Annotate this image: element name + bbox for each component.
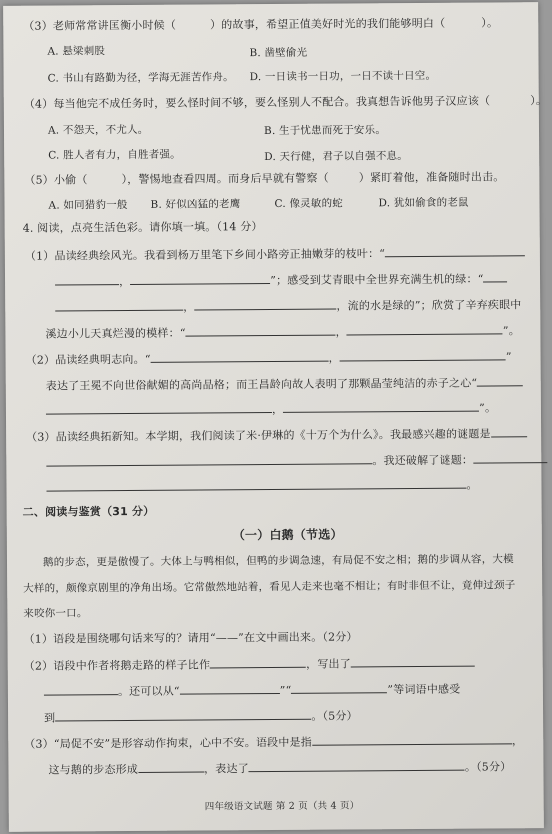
q5-stem-part: ）紧盯着他，准备随时出击。	[358, 170, 505, 185]
answer-blank[interactable]	[46, 477, 466, 492]
q4-1-line3	[55, 296, 521, 315]
q4-option-c: C. 胜人者有力，自胜者强。	[48, 148, 181, 162]
text: ”；感受到艾青眼中全世界充满生机的绿：“	[270, 272, 484, 288]
text: （3）“局促不安”是形容动作拘束，心中不安。语段中是指	[24, 735, 312, 751]
answer-blank[interactable]	[55, 708, 311, 722]
q5-stem	[24, 170, 504, 187]
answer-blank[interactable]	[249, 759, 465, 773]
q5-option-d: D. 犹如偷食的老鼠	[378, 196, 469, 210]
q4-2-line3	[46, 399, 496, 418]
q3-stem	[23, 16, 498, 33]
text: ，	[271, 402, 284, 417]
answer-blank[interactable]	[312, 732, 512, 745]
text: ，	[119, 274, 131, 289]
s2-q2-line1	[24, 655, 475, 674]
text: 。（5分）	[311, 709, 358, 723]
answer-blank[interactable]	[483, 270, 507, 282]
answer-blank[interactable]	[194, 298, 336, 311]
exam-page	[3, 2, 548, 832]
q4-3-line3	[46, 477, 477, 496]
q3-option-d: D. 一日读书一日功，一日不读十日空。	[249, 69, 437, 84]
q5-stem-part: ），警惕地查看四周。而身后早就有警察（	[121, 171, 329, 187]
answer-blank[interactable]	[477, 374, 523, 386]
answer-blank[interactable]	[186, 324, 336, 337]
text: （2）品读经典明志向。“	[25, 352, 151, 367]
text: 。	[466, 478, 478, 492]
q5-option-a: A. 如同猎豹一般	[48, 199, 128, 212]
passage-line: 来咬你一口。	[23, 607, 88, 620]
text: ，	[335, 325, 347, 339]
s2-q2-line3	[44, 707, 358, 725]
q3-option-a: A. 悬梁刺股	[47, 45, 106, 58]
answer-blank[interactable]	[351, 655, 475, 668]
q3-option-b: B. 凿壁偷光	[249, 46, 308, 60]
text: ”等词语中感受	[387, 682, 461, 697]
q4-2-line2	[46, 374, 524, 393]
answer-blank[interactable]	[180, 682, 280, 695]
q4-option-a: A. 不怨天，不尤人。	[47, 123, 149, 137]
page-footer: 四年级语文试题 第 2 页（共 4 页）	[204, 800, 360, 813]
q4-1-line4	[45, 322, 520, 341]
text: ”。	[502, 324, 520, 338]
text: ，	[511, 734, 524, 748]
section-heading: 二、阅读与鉴赏（31 分）	[22, 504, 155, 519]
text: ，	[183, 300, 195, 314]
q4-option-d: D. 天行健，君子以自强不息。	[264, 150, 408, 164]
answer-blank[interactable]	[130, 272, 270, 285]
answer-blank[interactable]	[385, 244, 525, 257]
answer-blank[interactable]	[46, 401, 272, 415]
text: 溪边小儿天真烂漫的模样：“	[45, 326, 186, 341]
q4-3-line1	[26, 425, 527, 444]
text: ，表达了	[204, 762, 249, 776]
text: ，写出了	[306, 657, 351, 671]
q4-stem-part: ）。	[530, 94, 548, 108]
s2-q1: （1）语段是围绕哪句话来写的？请用“——”在文中画出来。（2分）	[23, 630, 358, 646]
answer-blank[interactable]	[291, 681, 387, 694]
s2-q3-line1	[24, 732, 523, 751]
answer-blank[interactable]	[138, 760, 204, 772]
passage-line: 鹅的步态，更是傲慢了。大体上与鸭相似，但鸭的步调急速，有局促不安之相；鹅的步调从容，大模	[42, 553, 514, 569]
answer-blank[interactable]	[46, 452, 372, 466]
answer-blank[interactable]	[473, 451, 547, 464]
answer-blank[interactable]	[340, 348, 506, 361]
text: 。我还破解了谜题：	[372, 453, 474, 468]
answer-blank[interactable]	[44, 683, 118, 696]
q4-1-line2	[55, 270, 508, 289]
passage-title: （一）白鹅（节选）	[232, 527, 343, 543]
text: 这与鹅的步态形成	[48, 762, 139, 777]
q4-stem	[24, 94, 547, 112]
q5-option-c: C. 像灵敏的蛇	[274, 197, 343, 210]
text: ”	[505, 350, 512, 364]
s2-q3-line2	[48, 758, 511, 777]
text: 表达了王冕不向世俗献媚的高尚品格；而王昌龄向故人表明了那颗晶莹纯洁的赤子之心“	[45, 376, 478, 393]
q3-stem-part: ）。	[481, 16, 499, 30]
text: ，流的水是绿的”；欣赏了辛弃疾眼中	[336, 298, 522, 313]
answer-blank[interactable]	[347, 322, 503, 335]
answer-blank[interactable]	[55, 273, 119, 285]
q3-option-c: C. 书山有路勤为径，学海无涯苦作舟。	[47, 71, 234, 85]
text: 。（5分）	[464, 760, 512, 774]
q4-main-title: 4. 阅读，点亮生活色彩。请你填一填。（14 分）	[22, 220, 263, 235]
answer-blank[interactable]	[210, 656, 306, 669]
q3-stem-part: （3）老师常常讲匡衡小时候（	[23, 18, 177, 33]
answer-blank[interactable]	[151, 350, 329, 363]
q5-stem-part: （5）小偷（	[24, 173, 88, 187]
q3-stem-part: ）的故事，希望正值美好时光的我们能够明白（	[210, 16, 446, 32]
s2-q2-line2	[44, 681, 461, 700]
q4-stem-part: （4）每当他完不成任务时，要么怪时间不够，要么怪别人不配合。我真想告诉他男子汉应该（	[23, 94, 491, 111]
text: ”。	[479, 401, 497, 415]
text: 。还可以从“	[117, 684, 180, 699]
text: （2）语段中作者将鹅走路的样子比作	[23, 658, 211, 673]
text: 到	[44, 711, 56, 725]
q4-3-line2	[46, 451, 547, 470]
answer-blank[interactable]	[283, 400, 479, 413]
q4-option-b: B. 生于忧患而死于安乐。	[263, 124, 387, 138]
q5-option-b: B. 好似凶猛的老鹰	[150, 198, 241, 211]
answer-blank[interactable]	[55, 299, 183, 312]
q4-1-line1	[25, 244, 525, 263]
q4-2-line1	[26, 348, 512, 367]
passage-line: 大样的，颇像京剧里的净角出场。它常傲然地站着，看见人走来也毫不相让；有时非但不让，竟伸过颈子	[23, 579, 516, 595]
text: （3）品读经典拓新知。本学期，我们阅读了米·伊琳的《十万个为什么》。我最感兴趣的谜题是	[26, 427, 491, 444]
text: （1）品读经典绘风光。我看到杨万里笔下乡间小路旁正抽嫩芽的枝叶：“	[24, 247, 386, 263]
answer-blank[interactable]	[491, 425, 527, 437]
text: ”“	[279, 683, 292, 697]
text: ，	[328, 351, 340, 365]
